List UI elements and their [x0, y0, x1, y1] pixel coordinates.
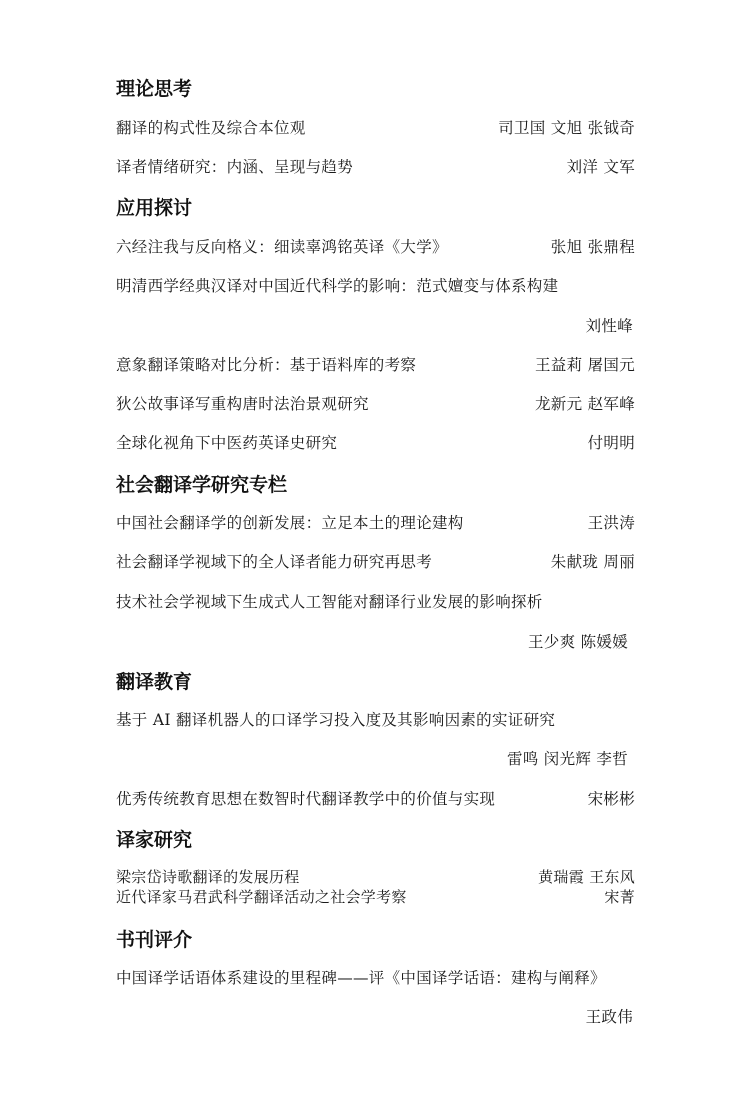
entry-authors: 黄瑞霞 王东风 — [538, 868, 635, 886]
entry-authors: 宋彬彬 — [587, 790, 635, 808]
section-heading-translators: 译家研究 — [116, 829, 193, 851]
entry-title: 翻译的构式性及综合本位观 — [116, 119, 306, 137]
entry-authors: 王益莉 屠国元 — [534, 356, 635, 374]
entry-title: 社会翻译学视域下的全人译者能力研究再思考 — [116, 553, 433, 571]
entry-title: 全球化视角下中医药英译史研究 — [116, 434, 338, 452]
entry-authors: 张旭 张鼎程 — [550, 238, 635, 256]
entry-title: 技术社会学视域下生成式人工智能对翻译行业发展的影响探析 — [116, 593, 543, 611]
entry-authors: 付明明 — [587, 434, 635, 452]
entry-title: 近代译家马君武科学翻译活动之社会学考察 — [116, 888, 407, 906]
section-heading-application: 应用探讨 — [116, 197, 193, 219]
entry-authors: 刘性峰 — [585, 317, 633, 335]
section-heading-sociology: 社会翻译学研究专栏 — [116, 474, 288, 496]
entry-title: 六经注我与反向格义：细读辜鸿铭英译《大学》 — [116, 238, 448, 256]
entry-title: 中国译学话语体系建设的里程碑——评《中国译学话语：建构与阐释》 — [116, 969, 606, 987]
entry-authors: 龙新元 赵军峰 — [534, 395, 635, 413]
entry-title: 狄公故事译写重构唐时法治景观研究 — [116, 395, 369, 413]
entry-authors: 宋菁 — [604, 888, 635, 906]
section-heading-reviews: 书刊评介 — [116, 929, 193, 951]
entry-authors: 司卫国 文旭 张钺奇 — [498, 119, 635, 137]
entry-authors: 王少爽 陈媛媛 — [527, 633, 628, 651]
entry-authors: 王洪涛 — [587, 514, 635, 532]
entry-authors: 雷鸣 闵光辉 李哲 — [506, 750, 628, 768]
entry-title: 基于 AI 翻译机器人的口译学习投入度及其影响因素的实证研究 — [116, 711, 556, 729]
entry-title: 译者情绪研究：内涵、呈现与趋势 — [116, 158, 354, 176]
entry-title: 明清西学经典汉译对中国近代科学的影响：范式嬗变与体系构建 — [116, 277, 559, 295]
entry-title: 梁宗岱诗歌翻译的发展历程 — [116, 868, 300, 886]
entry-authors: 刘洋 文军 — [566, 158, 635, 176]
section-heading-theory: 理论思考 — [116, 78, 193, 100]
section-heading-education: 翻译教育 — [116, 671, 193, 693]
entry-title: 优秀传统教育思想在数智时代翻译教学中的价值与实现 — [116, 790, 496, 808]
entry-title: 意象翻译策略对比分析：基于语料库的考察 — [116, 356, 417, 374]
entry-authors: 朱献珑 周丽 — [550, 553, 635, 571]
entry-authors: 王政伟 — [585, 1008, 633, 1026]
entry-title: 中国社会翻译学的创新发展：立足本土的理论建构 — [116, 514, 464, 532]
